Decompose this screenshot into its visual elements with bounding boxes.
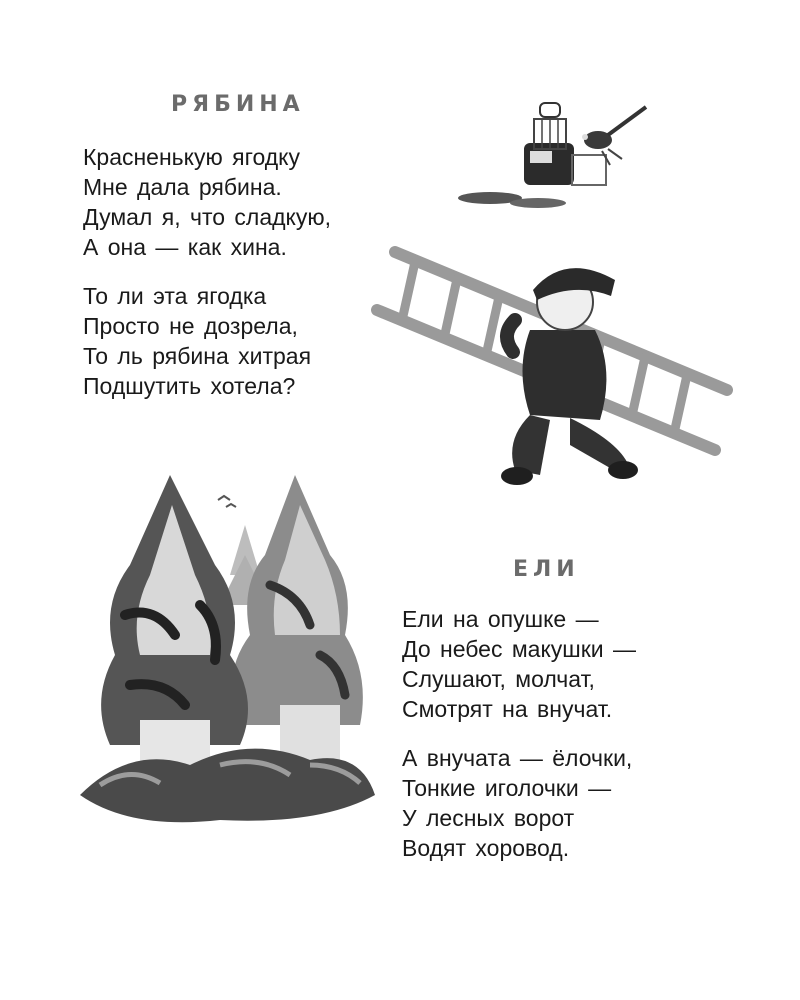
poem-line: Слушают, молчат, bbox=[402, 666, 595, 692]
poem-line: Красненькую ягодку bbox=[83, 144, 300, 170]
fir-trees-illustration bbox=[70, 465, 380, 855]
poem-line: У лесных ворот bbox=[402, 805, 575, 831]
poem1-stanza-2 bbox=[83, 281, 311, 401]
poem1-stanza-1 bbox=[83, 142, 331, 262]
poem-line: Тонкие иголочки — bbox=[402, 775, 612, 801]
poem-line: А она — как хина. bbox=[83, 234, 287, 260]
poem-line: Просто не дозрела, bbox=[83, 313, 298, 339]
poem2-stanza-1 bbox=[402, 604, 636, 724]
poem-line: Водят хоровод. bbox=[402, 835, 570, 861]
poem-line: Мне дала рябина. bbox=[83, 174, 282, 200]
poem2-stanza-2 bbox=[402, 743, 632, 863]
boy-with-ladder-illustration bbox=[365, 240, 745, 490]
poem2-title: ЕЛИ bbox=[513, 557, 580, 582]
poem-line: Подшутить хотела? bbox=[83, 373, 296, 399]
poem-line: То ли эта ягодка bbox=[83, 283, 267, 309]
poem-line: Смотрят на внучат. bbox=[402, 696, 613, 722]
poem-line: Ели на опушке — bbox=[402, 606, 599, 632]
poem-line: А внучата — ёлочки, bbox=[402, 745, 633, 771]
poem-line: До небес макушки — bbox=[402, 636, 637, 662]
jars-bird-illustration bbox=[450, 95, 670, 215]
poem-line: То ль рябина хитрая bbox=[83, 343, 312, 369]
poem-line: Думал я, что сладкую, bbox=[83, 204, 332, 230]
poem1-title: РЯБИНА bbox=[171, 92, 305, 117]
